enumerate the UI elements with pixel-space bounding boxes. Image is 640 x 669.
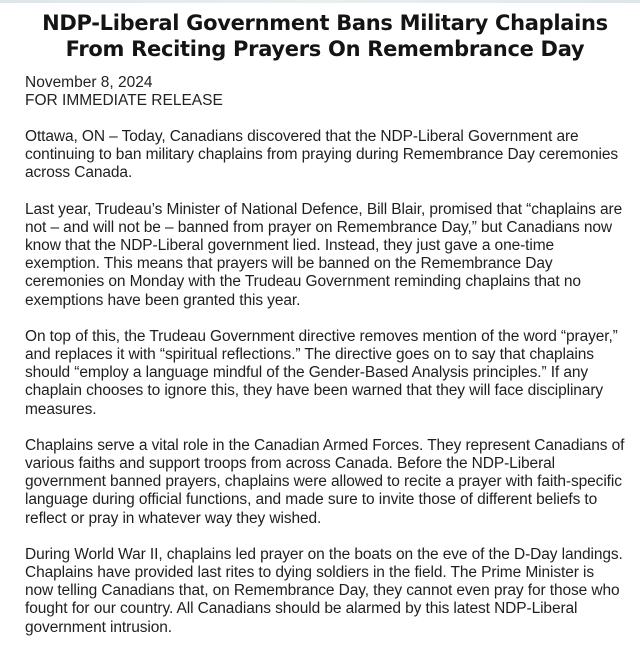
body-paragraph-4: Chaplains serve a vital role in the Canadian Armed Forces. They represent Canadians of various faiths and support troops from across Canada. Before the NDP-Liberal government banned prayers, chaplains were allowed to recite a prayer with faith-specific language during official functions, and made sure to invite those of different beliefs to reflect or pray in whatever way they wished. (25, 436, 625, 527)
headline: NDP-Liberal Government Bans Military Chaplains From Reciting Prayers On Remembrance Day (42, 11, 608, 61)
body-paragraph-5: During World War II, chaplains led prayer on the boats on the eve of the D-Day landings. Chaplains have provided last rites to dying soldiers in the field. The Prime Minister is now telling Canadians that, on Remembrance Day, they cannot even pray for those who fought for our country. All Canadians should be alarmed by this latest NDP-Liberal government intrusion. (25, 545, 623, 636)
body-paragraph-1: Ottawa, ON – Today, Canadians discovered that the NDP-Liberal Government are continuing to ban military chaplains from praying during Remembrance Day ceremonies across Canada. (25, 128, 619, 182)
release-meta (25, 74, 625, 110)
body-paragraph-2: Last year, Trudeau’s Minister of National Defence, Bill Blair, promised that “chaplains are not – and will not be – banned from prayer on Remembrance Day,” but Canadians now know that the NDP-Liberal government lied. Instead, they just gave a one-time exemption. This means that prayers will be banned on the Remembrance Day ceremonies on Monday with the Trudeau Government reminding chaplains that no exemptions have been granted this year. (25, 200, 623, 309)
body-paragraph-3: On top of this, the Trudeau Government directive removes mention of the word “prayer,” and replaces it with “spiritual reflections.” The directive goes on to say that chaplains should “employ a language mindful of the Gender-Based Analysis principles.” If any chaplain chooses to ignore this, they have been warned that they will face disciplinary measures. (25, 327, 618, 418)
release-date: November 8, 2024 (25, 74, 153, 91)
press-release (25, 10, 625, 637)
top-edge-band (0, 0, 640, 3)
release-tag: FOR IMMEDIATE RELEASE (25, 92, 223, 109)
